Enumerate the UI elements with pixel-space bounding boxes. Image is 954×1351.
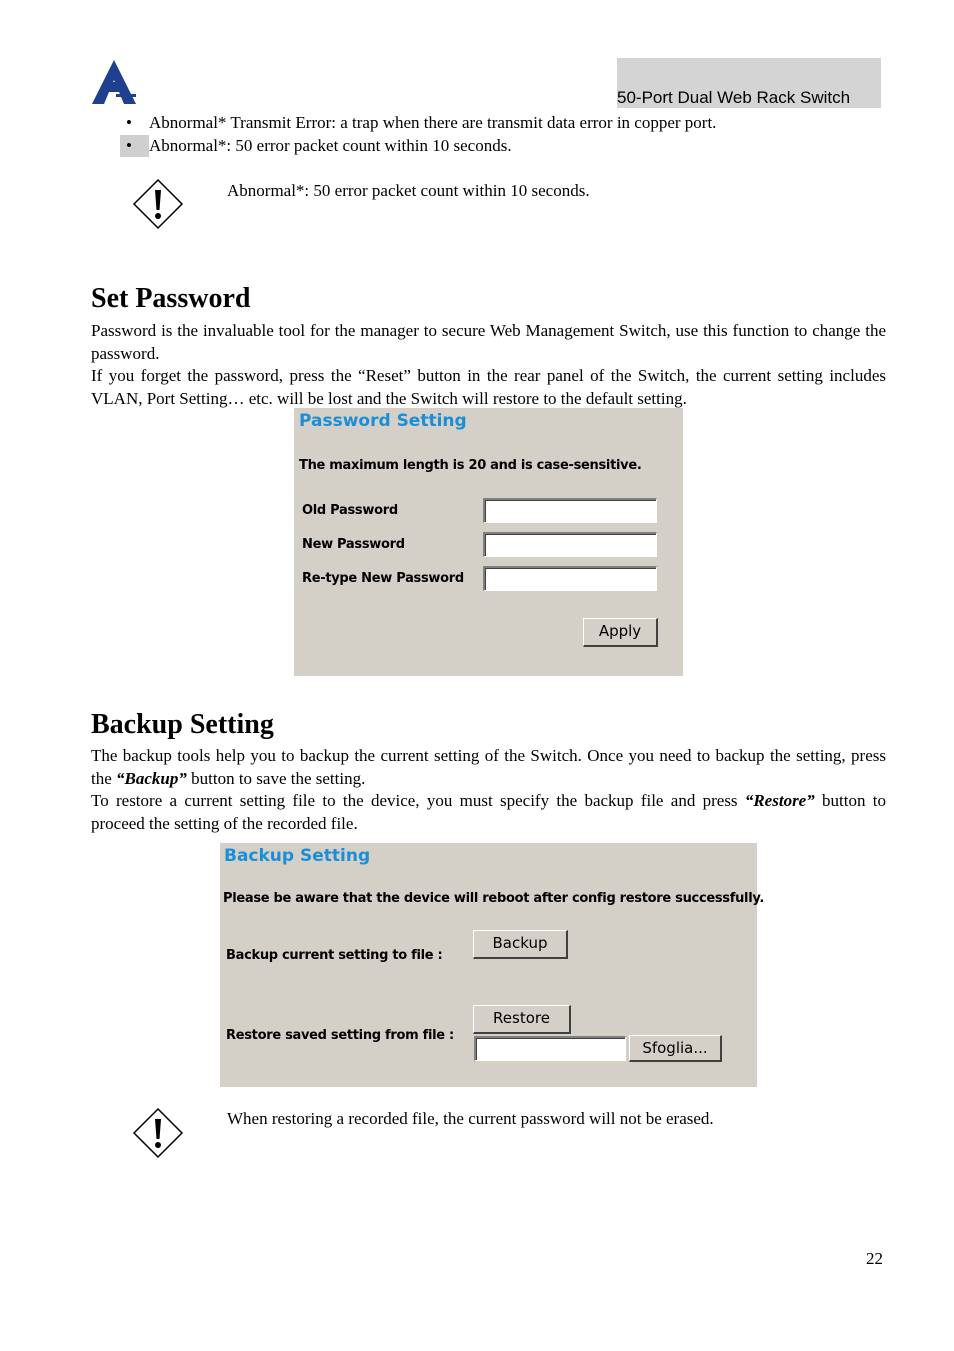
new-password-label: New Password	[302, 537, 405, 552]
warning-icon	[132, 178, 184, 230]
set-password-description: Password is the invaluable tool for the manager to secure Web Management Switch, use this function to change the password. If you forget the password, press the “Reset” button in the rear panel of the Switch, the current setting includes VLAN, Port Setting… etc. will be lost and the Switch will restore to the default setting.	[91, 321, 886, 408]
panel-title: Password Setting	[299, 411, 467, 431]
retype-password-label: Re-type New Password	[302, 571, 464, 586]
panel-title: Backup Setting	[224, 846, 371, 866]
section-heading-backup-setting: Backup Setting	[91, 709, 274, 740]
browse-button[interactable]: Sfoglia...	[629, 1035, 722, 1062]
retype-password-field[interactable]	[483, 566, 657, 591]
page-number: 22	[866, 1249, 883, 1268]
warning-icon	[132, 1107, 184, 1159]
panel-info: The maximum length is 20 and is case-sensitive.	[299, 458, 642, 473]
company-logo	[90, 58, 138, 106]
note-text: When restoring a recorded file, the current password will not be erased.	[227, 1109, 714, 1128]
old-password-label: Old Password	[302, 503, 398, 518]
apply-button[interactable]: Apply	[583, 618, 658, 647]
header-title: 50-Port Dual Web Rack Switch	[617, 88, 851, 107]
password-setting-panel	[294, 408, 683, 676]
restore-label: Restore saved setting from file :	[226, 1028, 454, 1043]
backup-button[interactable]: Backup	[473, 930, 568, 959]
backup-setting-panel	[220, 843, 764, 1087]
panel-info: Please be aware that the device will reboot after config restore successfully.	[223, 891, 764, 906]
note-text: Abnormal*: 50 error packet count within 10 seconds.	[227, 181, 590, 200]
new-password-field[interactable]	[483, 532, 657, 557]
old-password-field[interactable]	[483, 498, 657, 523]
section-heading-set-password: Set Password	[91, 283, 251, 314]
restore-file-input[interactable]	[474, 1036, 626, 1061]
backup-setting-description: The backup tools help you to backup the current setting of the Switch. Once you need to backup the setting, press the “Backup” button to save the setting. To restore a current setting file to the device, you must specify the backup file and press “Restore” button to proceed the setting of the recorded file.	[91, 746, 886, 833]
backup-label: Backup current setting to file :	[226, 948, 443, 963]
restore-button[interactable]: Restore	[473, 1005, 571, 1034]
